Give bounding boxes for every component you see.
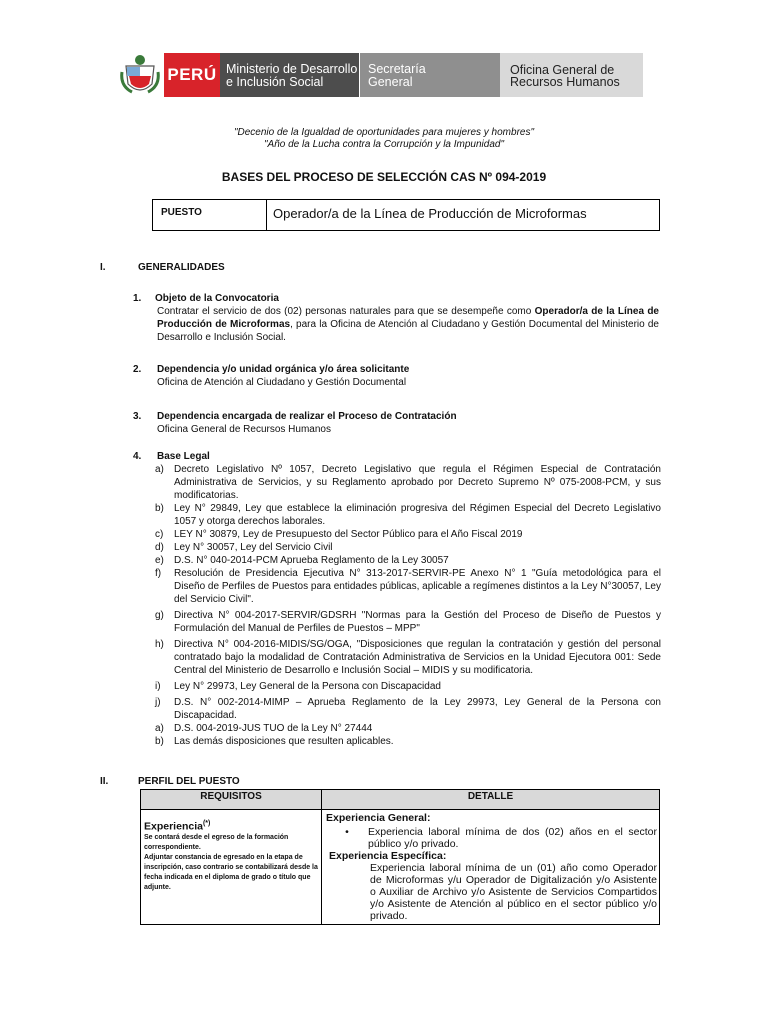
law-item: d) Ley N° 30057, Ley del Servicio Civil <box>155 542 333 553</box>
motto-anio: "Año de la Lucha contra la Corrupción y la Impunidad" <box>263 139 505 150</box>
table-header-row <box>141 790 660 810</box>
law-item: e) D.S. N° 040-2014-PCM Aprueba Reglamento de la Ley 30057 <box>155 555 449 566</box>
exp-general-item: • Experiencia laboral mínima de dos (02) años en el sector público y/o privado. <box>326 826 657 850</box>
item-3-text: Oficina General de Recursos Humanos <box>157 424 331 435</box>
law-item: g) Directiva N° 004-2017-SERVIR/GDSRH "Normas para la Gestión del Proceso de Diseño de Puestos y Formulación del Manual de Perfiles de Puestos – MPP" <box>155 610 661 634</box>
requisito-note: Adjuntar constancia de egresado en la etapa de inscripción, caso contrario se contabilizará desde la fecha indicada en el diploma de grado o título que adjunte. <box>144 853 318 891</box>
requisito-cell: Experiencia(*) Se contará desde el egreso de la formación correspondiente. Adjuntar constancia de egresado en la etapa de inscripción, caso contrario se contabilizará desde la fecha indicada en el diploma de grado o título que adjunte. <box>141 810 322 925</box>
exp-especifica-title: Experiencia Específica: <box>329 850 447 862</box>
item-3-title: Dependencia encargada de realizar el Proceso de Contratación <box>157 411 457 422</box>
law-item: a) D.S. 004-2019-JUS TUO de la Ley N° 27444 <box>155 723 373 734</box>
law-item: b) Las demás disposiciones que resulten aplicables. <box>155 736 394 747</box>
page-title: BASES DEL PROCESO DE SELECCIÓN CAS Nº 094-2019 <box>221 170 547 184</box>
item-2-text: Oficina de Atención al Ciudadano y Gestión Documental <box>157 377 407 388</box>
item-4-num: 4. <box>133 451 142 462</box>
law-item: j) D.S. N° 002-2014-MIMP – Aprueba Reglamento de la Ley 29973, Ley General de la Persona con Discapacidad. <box>155 697 661 721</box>
exp-especifica-text: Experiencia laboral mínima de un (01) año como Operador de Microformas y/u Operador de Digitalización y/o Asistente o Auxiliar de Archivo y/o Asistente de Servicios Compartidos y/o Asistente de Atención al público en el sector público y/o privado. <box>370 862 657 922</box>
law-item: i) Ley N° 29973, Ley General de la Persona con Discapacidad <box>155 681 441 692</box>
law-item: a) Decreto Legislativo Nº 1057, Decreto Legislativo que regula el Régimen Especial de Contratación Administrativa de Servicios, y su Reglamento aprobado por Decreto Supremo Nº 075-2008-PCM, y sus modificatorias. <box>155 464 661 501</box>
table-row <box>141 810 660 925</box>
section-2-title: PERFIL DEL PUESTO <box>138 776 240 787</box>
law-item: f) Resolución de Presidencia Ejecutiva N° 313-2017-SERVIR-PE Anexo N° 1 "Guía metodológica para el Diseño de Perfiles de Puestos para entidades públicas, aplicable a regímenes distintos a la Ley N°30057, Ley del Servicio Civil". <box>155 568 661 605</box>
requisito-note: Se contará desde el egreso de la formación correspondiente. <box>144 833 289 851</box>
section-1-title: GENERALIDADES <box>138 262 225 273</box>
item-1-num: 1. <box>133 293 142 304</box>
item-2-title: Dependencia y/o unidad orgánica y/o área solicitante <box>157 364 410 375</box>
perfil-table <box>140 789 660 925</box>
ministry-name: Ministerio de Desarrollo e Inclusión Social <box>220 53 359 97</box>
item-2-num: 2. <box>133 364 142 375</box>
puesto-value: Operador/a de la Línea de Producción de Microformas <box>273 206 587 221</box>
item-3-num: 3. <box>133 411 142 422</box>
motto-decenio: "Decenio de la Igualdad de oportunidades para mujeres y hombres" <box>233 127 535 138</box>
col-detalle: DETALLE <box>322 790 660 810</box>
section-2-num: II. <box>100 776 109 787</box>
item-1-text: Contratar el servicio de dos (02) personas naturales para que se desempeñe como Operador/a de la Línea de Producción de Microformas, para la Oficina de Atención al Ciudadano y Gestión Documental del Ministerio de Desarrollo e Inclusión Social. <box>157 306 659 343</box>
item-1-title: Objeto de la Convocatoria <box>155 293 279 304</box>
section-1-num: I. <box>100 262 106 273</box>
law-item: h) Directiva N° 004-2016-MIDIS/SG/OGA, "Disposiciones que regulan la contratación y gestión del personal contratado bajo la modalidad de Contratación Administrativa de Servicios en la Unidad Ejecutora 001: Sede Central del Ministerio de Desarrollo e Inclusión Social – MIDIS y su modificatoria. <box>155 639 661 676</box>
secretaria-name: Secretaría General <box>360 53 500 97</box>
oficina-name: Oficina General de Recursos Humanos <box>500 53 643 97</box>
puesto-box <box>152 199 660 231</box>
law-list <box>155 463 661 748</box>
exp-general-title: Experiencia General: <box>326 812 431 824</box>
item-4-title: Base Legal <box>157 451 210 462</box>
requisito-title: Experiencia <box>144 820 203 833</box>
puesto-label: PUESTO <box>153 200 267 230</box>
peru-brand: PERÚ <box>164 53 220 97</box>
bullet-icon: • <box>345 826 349 838</box>
coat-of-arms-icon <box>120 52 160 98</box>
detalle-cell <box>322 810 660 925</box>
col-requisitos: REQUISITOS <box>141 790 322 810</box>
law-item: b) Ley N° 29849, Ley que establece la eliminación progresiva del Régimen Especial del Decreto Legislativo 1057 y otorga derechos laborales. <box>155 503 661 527</box>
law-item: c) LEY N° 30879, Ley de Presupuesto del Sector Público para el Año Fiscal 2019 <box>155 529 523 540</box>
